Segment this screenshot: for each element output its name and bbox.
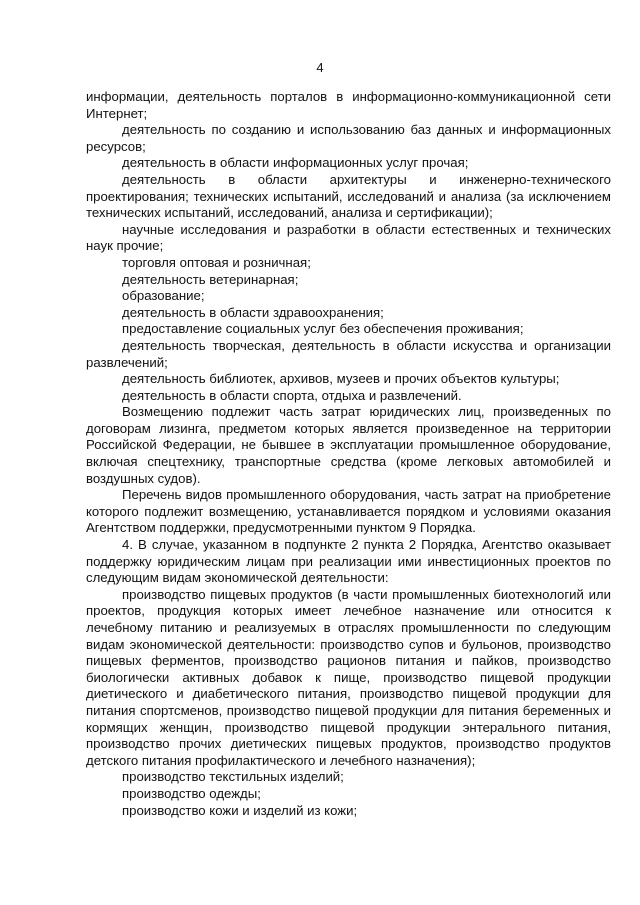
paragraph: научные исследования и разработки в области естественных и технических наук прочие;: [86, 221, 611, 254]
paragraph: деятельность в области архитектуры и инженерно-технического проектирования; технических испытаний, исследований и анализа (за исключением технических испытаний, исследований, анализа и сертификации);: [86, 171, 611, 221]
list-item: производство одежды;: [122, 785, 261, 801]
paragraph: Перечень видов промышленного оборудования, часть затрат на приобретение которого подлежит возмещению, устанавливается порядком и условиями оказания Агентством поддержки, предусмотренными пунктом 9 Порядка.: [86, 487, 611, 536]
list-item: деятельность ветеринарная;: [122, 271, 299, 287]
list-item: деятельность библиотек, архивов, музеев и прочих объектов культуры;: [122, 371, 560, 387]
list-item: предоставление социальных услуг без обеспечения проживания;: [122, 321, 524, 337]
list-item: производство кожи и изделий из кожи;: [122, 802, 358, 818]
list-item: деятельность в области информационных услуг прочая;: [122, 155, 469, 171]
paragraph: 4. В случае, указанном в подпункте 2 пункта 2 Порядка, Агентство оказывает поддержку юридическим лицам при реализации ими инвестиционных проектов по следующим видам экономической деятельности:: [86, 537, 611, 586]
paragraph: Возмещению подлежит часть затрат юридических лиц, произведенных по договорам лизинга, предметом которых является произведенное на территории Российской Федерации, не бывшее в эксплуатации промышленное оборудование, включая спецтехнику, транспортные средства (кроме легковых автомобилей и воздушных судов).: [86, 404, 611, 486]
list-item: деятельность в области здравоохранения;: [122, 304, 384, 320]
paragraph: производство пищевых продуктов (в части промышленных биотехнологий или проектов, продукция которых имеет лечебное назначение или относится к лечебному питанию и реализуемых в отраслях промышленности по следующим видам экономической деятельности: производство супов и бульонов, производство пищевых ферментов, производство рационов питания и пайков, производство биологически активных добавок к пище, производство пищевой продукции диетического и диабетического питания, производство пищевой продукции для питания спортсменов, производство пищевой продукции для питания беременных и кормящих женщин, производство пищевой продукции энтерального питания, производство прочих диетических пищевых продуктов, производство продуктов детского питания профилактического и лечебного назначения);: [86, 586, 611, 768]
page-number: 4: [316, 60, 324, 75]
list-item: деятельность в области спорта, отдыха и развлечений.: [122, 387, 462, 403]
list-item: производство текстильных изделий;: [122, 769, 344, 785]
paragraph: информации, деятельность порталов в информационно-коммуникационной сети Интернет;: [86, 89, 611, 121]
paragraph: деятельность по созданию и использованию баз данных и информационных ресурсов;: [86, 122, 611, 154]
document-body: [86, 89, 611, 819]
list-item: образование;: [122, 288, 205, 304]
paragraph: деятельность творческая, деятельность в области искусства и организации развлечений;: [86, 337, 611, 370]
list-item: торговля оптовая и розничная;: [122, 254, 311, 270]
